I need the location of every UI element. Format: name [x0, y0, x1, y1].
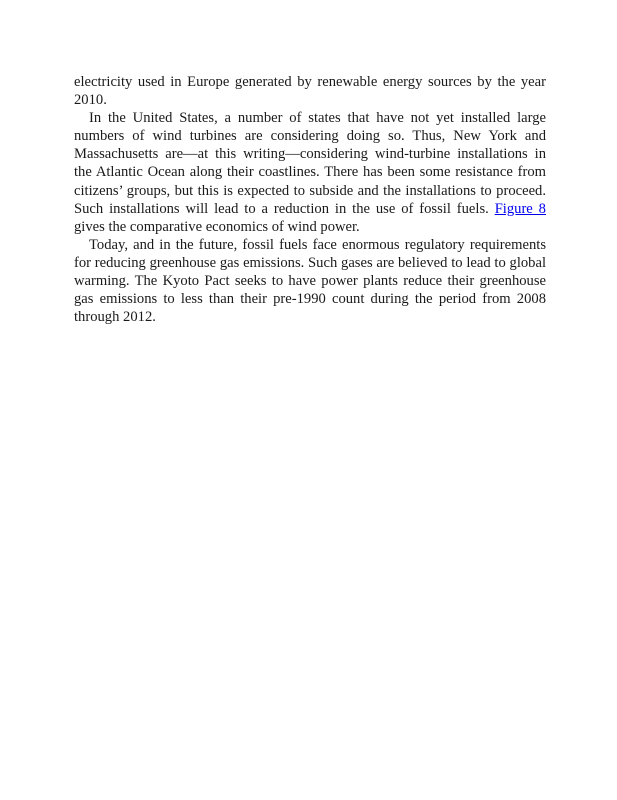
paragraph-wind-turbines-us	[74, 109, 546, 236]
paragraph-wind-turbines-tail: gives the comparative economics of wind power.	[74, 218, 360, 235]
body-text	[74, 73, 546, 326]
paragraph-fossil-fuels: Today, and in the future, fossil fuels face enormous regulatory requirements for reducing greenhouse gas emissions. Such gases are believed to lead to global warming. The Kyoto Pact seeks to have power plants reduce their greenhouse gas emissions to less than their pre-1990 count during the period from 2008 through 2012.	[74, 236, 546, 326]
paragraph-wind-turbines-text: In the United States, a number of states that have not yet installed large numbers of wind turbines are considering doing so. Thus, New York and Massachusetts are—at this writing—considering wind-turbine installations in the Atlantic Ocean along their coastlines. There has been some resistance from citizens’ groups, but this is expected to subside and the installations to proceed. Such installations will lead to a reduction in the use of fossil fuels.	[74, 110, 546, 217]
figure-8-link[interactable]: Figure 8	[494, 200, 546, 217]
paragraph-continuation: electricity used in Europe generated by renewable energy sources by the year 2010.	[74, 74, 546, 109]
